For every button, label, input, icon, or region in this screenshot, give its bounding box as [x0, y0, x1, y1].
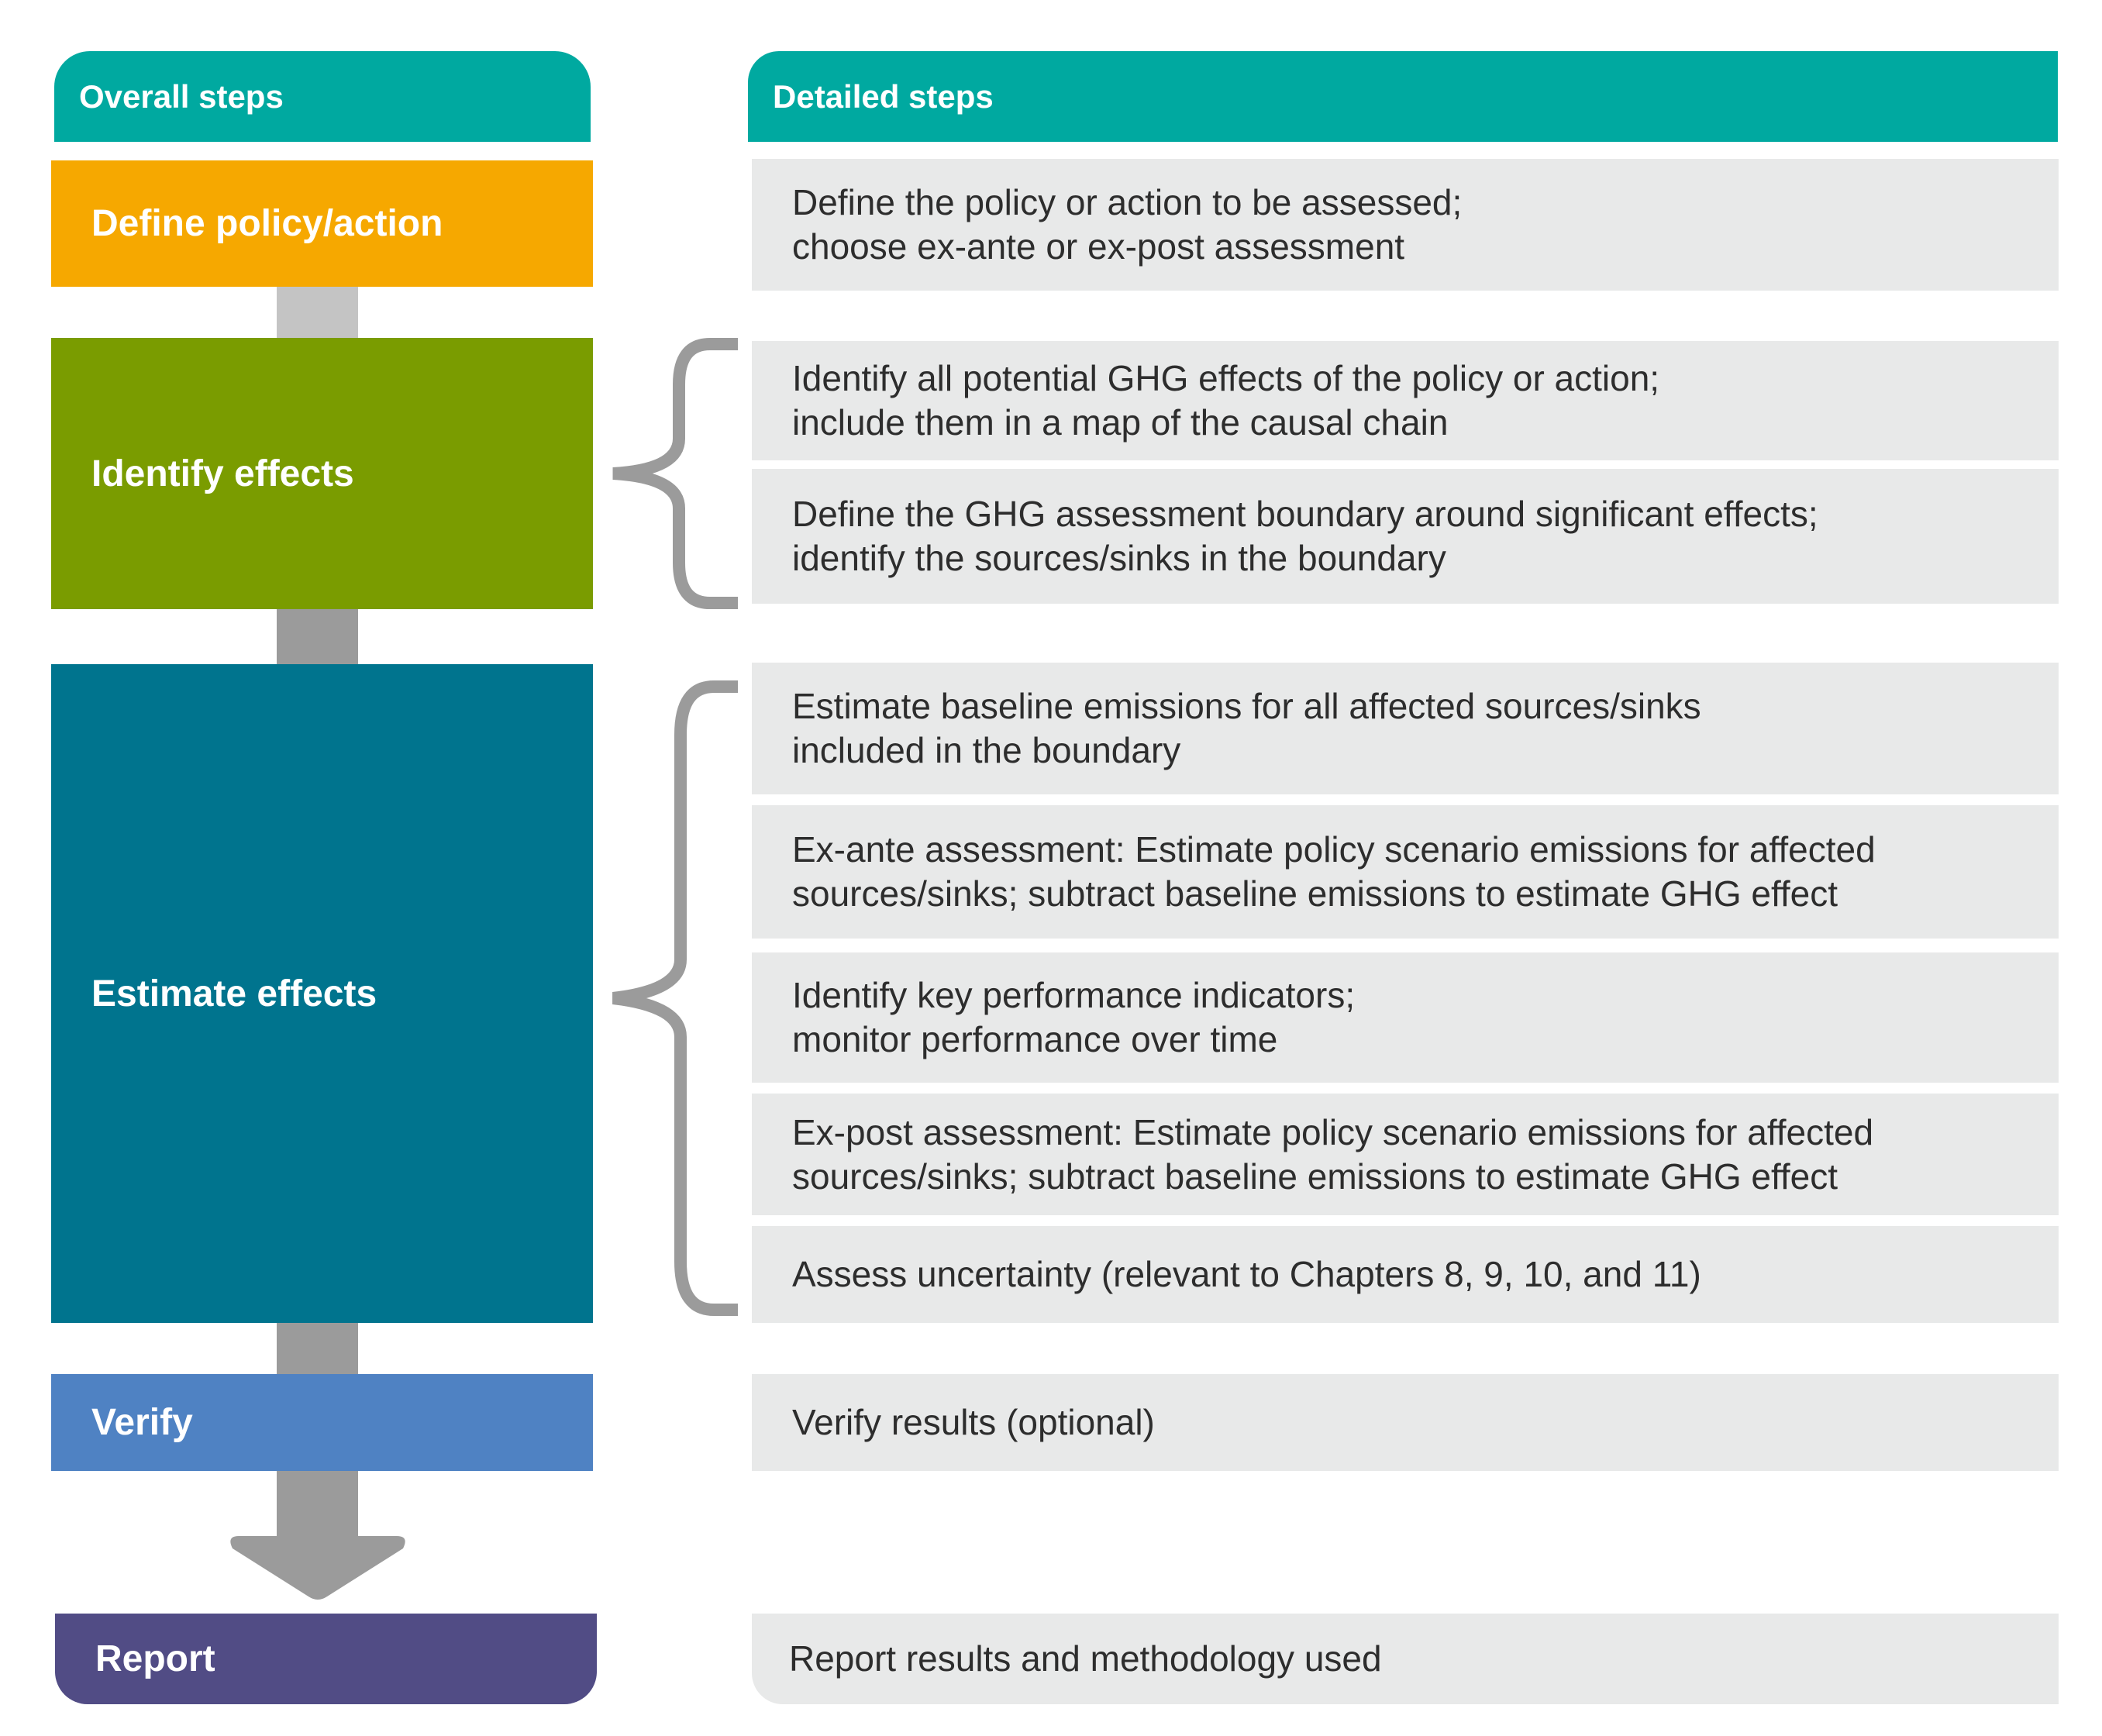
- detail-line: identify the sources/sinks in the boundary: [792, 538, 1446, 578]
- connector-define-identify: [277, 287, 358, 338]
- detail-line: Define the GHG assessment boundary around significant effects;: [792, 494, 1818, 534]
- detail-row: [752, 469, 2059, 604]
- detail-line: monitor performance over time: [792, 1019, 1278, 1059]
- step-verify: Verify: [51, 1374, 593, 1471]
- detail-line: Estimate baseline emissions for all affected sources/sinks: [792, 686, 1701, 726]
- detail-row: [752, 952, 2059, 1083]
- detail-row: [752, 1226, 2059, 1323]
- detail-row: [752, 1094, 2059, 1215]
- detail-row: [752, 1374, 2059, 1471]
- brace-estimate-icon: [609, 680, 741, 1316]
- detail-line: include them in a map of the causal chain: [792, 402, 1449, 443]
- brace-identify-icon: [609, 338, 741, 609]
- detail-line: Ex-ante assessment: Estimate policy scenario emissions for affected: [792, 829, 1876, 870]
- overall-steps-header: Overall steps: [54, 51, 591, 142]
- detail-row: [752, 663, 2059, 794]
- detail-line: sources/sinks; subtract baseline emissions to estimate GHG effect: [792, 1156, 1838, 1197]
- detail-row: [752, 159, 2059, 291]
- step-report: Report: [55, 1614, 597, 1704]
- step-estimate-effects: Estimate effects: [51, 664, 593, 1323]
- step-define-policy: Define policy/action: [51, 160, 593, 287]
- detail-line: Ex-post assessment: Estimate policy scenario emissions for affected: [792, 1111, 1874, 1152]
- detail-line: sources/sinks; subtract baseline emissions to estimate GHG effect: [792, 873, 1838, 914]
- detailed-steps-header: Detailed steps: [748, 51, 2058, 142]
- detail-line: Define the policy or action to be assessed;: [792, 182, 1463, 222]
- detail-line: Identify all potential GHG effects of the policy or action;: [792, 358, 1660, 398]
- detail-row: [752, 1614, 2059, 1704]
- detail-line: Identify key performance indicators;: [792, 975, 1356, 1015]
- detail-row: [752, 805, 2059, 939]
- detail-line: choose ex-ante or ex-post assessment: [792, 226, 1405, 267]
- detail-line: Assess uncertainty (relevant to Chapters 8, 9, 10, and 11): [792, 1254, 1701, 1294]
- step-identify-effects: Identify effects: [51, 338, 593, 609]
- detail-line: Report results and methodology used: [789, 1638, 1382, 1679]
- detail-line: Verify results (optional): [792, 1402, 1155, 1442]
- connector-identify-estimate: [277, 609, 358, 664]
- connector-estimate-verify: [277, 1323, 358, 1374]
- detail-row: [752, 341, 2059, 460]
- detail-line: included in the boundary: [792, 730, 1181, 770]
- down-arrow-icon: [225, 1471, 411, 1603]
